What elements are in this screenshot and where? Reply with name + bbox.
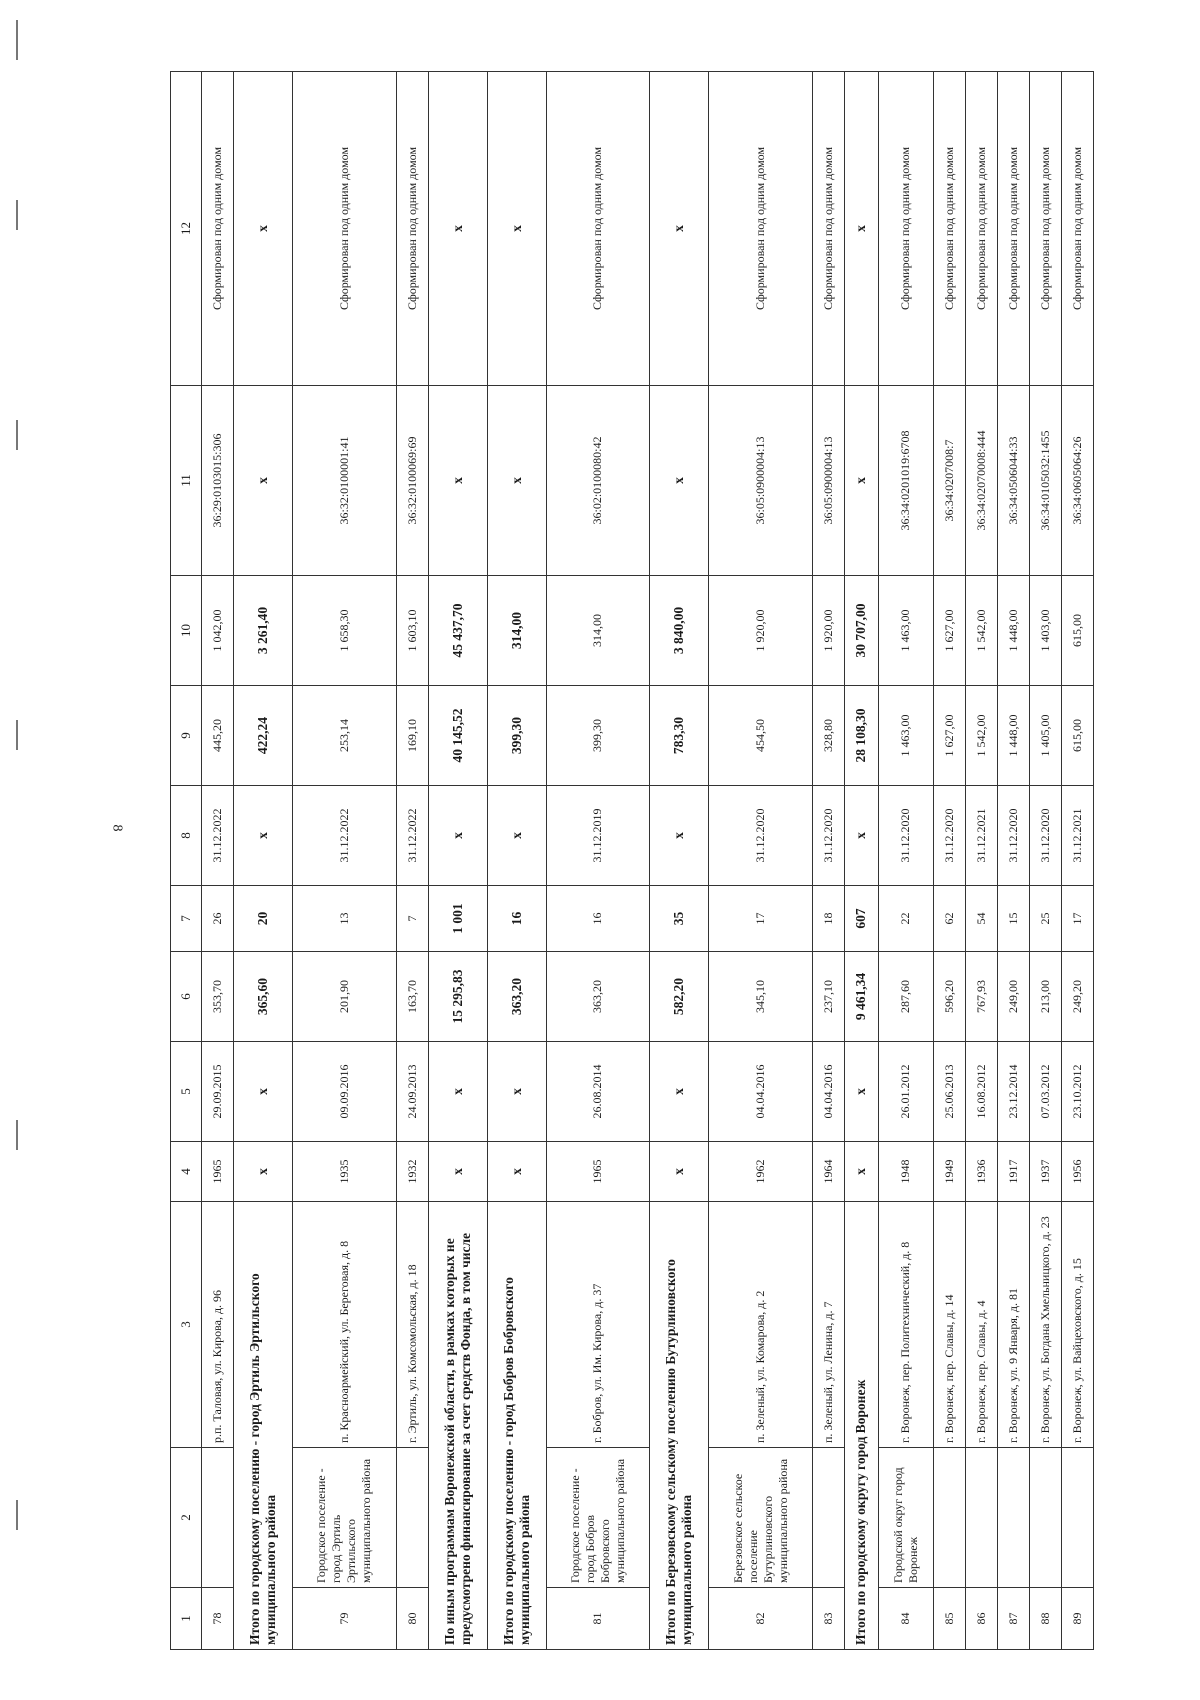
table-cell: 36:32:0100001:41 [292,386,396,576]
column-number-header: 1 [171,1588,202,1650]
total-row [487,72,546,1650]
table-cell: 1 920,00 [709,576,813,686]
total-cell: х [845,786,879,886]
total-cell: 399,30 [487,686,546,786]
table-cell: Городское поселение - город Бобров Бобровского муниципального района [546,1448,650,1588]
table-cell: Городской округ город Воронеж [878,1448,934,1588]
total-cell: х [845,386,879,576]
total-cell: х [650,786,709,886]
table-cell: 1935 [292,1142,396,1202]
table-cell: 31.12.2019 [546,786,650,886]
table-cell: 22 [878,886,934,952]
table-cell: 1937 [1030,1142,1062,1202]
table-cell: 79 [292,1588,396,1650]
table-cell: Сформирован под одним домом [878,72,934,386]
table-cell: 31.12.2020 [709,786,813,886]
table-cell: 1 463,00 [878,576,934,686]
column-number-header: 11 [171,386,202,576]
column-number-header: 10 [171,576,202,686]
table-cell: 1 627,00 [934,576,966,686]
table-cell: 1964 [813,1142,845,1202]
table-cell: 596,20 [934,952,966,1042]
table-row [546,72,650,1650]
table-cell: Сформирован под одним домом [396,72,428,386]
table-cell: 04.04.2016 [709,1042,813,1142]
total-cell: 35 [650,886,709,952]
total-row [233,72,292,1650]
total-cell: 20 [233,886,292,952]
table-cell: Сформирован под одним домом [1061,72,1093,386]
table-cell: 328,80 [813,686,845,786]
table-cell: 454,50 [709,686,813,786]
total-cell: 607 [845,886,879,952]
table-cell: 1948 [878,1142,934,1202]
table-cell: 615,00 [1061,686,1093,786]
column-number-header: 8 [171,786,202,886]
table-cell: 1917 [998,1142,1030,1202]
column-number-header: 5 [171,1042,202,1142]
total-label: Итого по городскому поселению - город Эртиль Эртильского муниципального района [233,1202,292,1650]
table-cell: 767,93 [966,952,998,1042]
total-cell: х [845,1042,879,1142]
table-cell: 04.04.2016 [813,1042,845,1142]
table-cell: 31.12.2022 [292,786,396,886]
scan-mark [16,420,18,450]
table-row [998,72,1030,1650]
table-cell: 16 [546,886,650,952]
table-row [292,72,396,1650]
table-cell: 1 405,00 [1030,686,1062,786]
table-cell: 25 [1030,886,1062,952]
total-row [428,72,487,1650]
table-cell: 26.08.2014 [546,1042,650,1142]
table-cell: 36:34:0201019:6708 [878,386,934,576]
table-cell: 36:34:02070008:444 [966,386,998,576]
scan-mark [16,20,18,60]
total-cell: 15 295,83 [428,952,487,1042]
table-cell: 1 403,00 [1030,576,1062,686]
scan-mark [16,1500,18,1530]
table-cell: 36:34:0207008:7 [934,386,966,576]
table-cell: 1932 [396,1142,428,1202]
table-cell: 7 [396,886,428,952]
column-number-header: 2 [171,1448,202,1588]
table-cell: 17 [1061,886,1093,952]
table-cell [934,1448,966,1588]
column-number-header: 3 [171,1202,202,1448]
table-row [202,72,234,1650]
column-number-header: 9 [171,686,202,786]
table-cell [1061,1448,1093,1588]
total-cell: х [487,1042,546,1142]
table-cell: 399,30 [546,686,650,786]
total-row [650,72,709,1650]
total-cell: х [233,386,292,576]
table-cell: 201,90 [292,952,396,1042]
table-cell: Сформирован под одним домом [546,72,650,386]
table-cell: 23.12.2014 [998,1042,1030,1142]
total-cell: 582,20 [650,952,709,1042]
table-cell: 18 [813,886,845,952]
table-cell: 36:34:0105032:1455 [1030,386,1062,576]
table-cell: п. Зеленый, ул. Комарова, д. 2 [709,1202,813,1448]
total-cell: х [428,1142,487,1202]
table-cell: 169,10 [396,686,428,786]
table-cell: 1 542,00 [966,576,998,686]
table-cell: 86 [966,1588,998,1650]
total-cell: х [487,1142,546,1202]
total-cell: х [428,786,487,886]
table-cell: 213,00 [1030,952,1062,1042]
table-cell: 26 [202,886,234,952]
table-cell: 26.01.2012 [878,1042,934,1142]
total-cell: 9 461,34 [845,952,879,1042]
table-row [878,72,934,1650]
table-cell: Сформирован под одним домом [998,72,1030,386]
total-cell: 314,00 [487,576,546,686]
total-cell: х [650,386,709,576]
table-cell: г. Бобров, ул. Им. Кирова, д. 37 [546,1202,650,1448]
table-row [966,72,998,1650]
table-cell: 16.08.2012 [966,1042,998,1142]
total-cell: 28 108,30 [845,686,879,786]
total-cell: 45 437,70 [428,576,487,686]
table-cell: 31.12.2020 [934,786,966,886]
table-cell: 81 [546,1588,650,1650]
table-cell: п. Зеленый, ул. Ленина, д. 7 [813,1202,845,1448]
total-label: По иным программам Воронежской области, в рамках которых не предусмотрено финансирование за счет средств Фонда, в том числе [428,1202,487,1650]
table-row [934,72,966,1650]
table-cell: п. Красноармейский, ул. Береговая, д. 8 [292,1202,396,1448]
table-cell: Сформирован под одним домом [1030,72,1062,386]
table-cell [998,1448,1030,1588]
table-cell: г. Эртиль, ул. Комсомольская, д. 18 [396,1202,428,1448]
table-row [396,72,428,1650]
table-cell: 249,20 [1061,952,1093,1042]
scan-mark [16,200,18,230]
table-cell: 1 920,00 [813,576,845,686]
housing-table [170,71,1094,1650]
table-cell: 31.12.2022 [396,786,428,886]
table-cell: 1962 [709,1142,813,1202]
table-cell: 24.09.2013 [396,1042,428,1142]
total-cell: 3 840,00 [650,576,709,686]
table-cell: 445,20 [202,686,234,786]
table-cell: 31.12.2021 [1061,786,1093,886]
table-cell: 363,20 [546,952,650,1042]
table-cell: г. Воронеж, пер. Политехнический, д. 8 [878,1202,934,1448]
page-number: 8 [109,824,125,832]
table-cell: г. Воронеж, ул. Вайцеховского, д. 15 [1061,1202,1093,1448]
table-cell: 36:32:0100069:69 [396,386,428,576]
table-row [709,72,813,1650]
table-cell: 23.10.2012 [1061,1042,1093,1142]
table-cell: 36:05:0900004:13 [813,386,845,576]
table-cell: Сформирован под одним домом [292,72,396,386]
scan-mark [16,1120,18,1150]
table-cell: 31.12.2022 [202,786,234,886]
table-cell [966,1448,998,1588]
total-cell: х [233,72,292,386]
total-cell: х [487,72,546,386]
table-cell: 163,70 [396,952,428,1042]
table-cell: 25.06.2013 [934,1042,966,1142]
table-cell: 36:02:0100080:42 [546,386,650,576]
table-cell: 09.09.2016 [292,1042,396,1142]
total-cell: х [650,1042,709,1142]
table-cell: 62 [934,886,966,952]
total-cell: 3 261,40 [233,576,292,686]
table-cell: 78 [202,1588,234,1650]
table-cell: г. Воронеж, ул. 9 Января, д. 81 [998,1202,1030,1448]
table-cell: 237,10 [813,952,845,1042]
table-cell: 249,00 [998,952,1030,1042]
table-cell: 31.12.2020 [878,786,934,886]
table-cell: 1 658,30 [292,576,396,686]
total-cell: 40 145,52 [428,686,487,786]
table-cell: 85 [934,1588,966,1650]
table-cell: 07.03.2012 [1030,1042,1062,1142]
table-cell: 88 [1030,1588,1062,1650]
table-cell: 17 [709,886,813,952]
table-cell [396,1448,428,1588]
table-row [1061,72,1093,1650]
table-cell: 1 448,00 [998,576,1030,686]
total-cell: х [650,72,709,386]
table-cell: 36:29:0103015:306 [202,386,234,576]
table-cell: г. Воронеж, пер. Славы, д. 14 [934,1202,966,1448]
table-cell: Сформирован под одним домом [813,72,845,386]
table-cell: 15 [998,886,1030,952]
table-cell: 615,00 [1061,576,1093,686]
table-row [1030,72,1062,1650]
total-label: Итого по городскому округу город Воронеж [845,1202,879,1650]
table-cell: Сформирован под одним домом [934,72,966,386]
table-cell: 1 448,00 [998,686,1030,786]
rotated-table-wrapper [170,72,1094,1650]
total-cell: 1 001 [428,886,487,952]
total-cell: х [233,786,292,886]
table-cell [813,1448,845,1588]
table-cell: Сформирован под одним домом [966,72,998,386]
total-label: Итого по Березовскому сельскому поселению Бутурлиновского муниципального района [650,1202,709,1650]
table-cell: 1949 [934,1142,966,1202]
table-cell: 84 [878,1588,934,1650]
total-cell: х [428,386,487,576]
table-cell: 1965 [202,1142,234,1202]
table-cell: 54 [966,886,998,952]
total-cell: х [428,72,487,386]
table-cell: 1 042,00 [202,576,234,686]
total-cell: 422,24 [233,686,292,786]
table-cell: 87 [998,1588,1030,1650]
total-cell: 16 [487,886,546,952]
total-cell: х [428,1042,487,1142]
table-cell: 82 [709,1588,813,1650]
total-cell: х [233,1142,292,1202]
table-cell: 13 [292,886,396,952]
table-cell [202,1448,234,1588]
table-cell: р.п. Таловая, ул. Кирова, д. 96 [202,1202,234,1448]
column-number-header: 6 [171,952,202,1042]
table-cell: Сформирован под одним домом [202,72,234,386]
table-cell: Березовское сельское поселение Бутурлиновского муниципального района [709,1448,813,1588]
table-cell: 1936 [966,1142,998,1202]
table-cell: г. Воронеж, ул. Богдана Хмельницкого, д. 23 [1030,1202,1062,1448]
total-cell: х [650,1142,709,1202]
column-number-header: 4 [171,1142,202,1202]
table-cell: 1 627,00 [934,686,966,786]
total-cell: х [487,386,546,576]
table-cell: 89 [1061,1588,1093,1650]
total-cell: 783,30 [650,686,709,786]
table-cell: 1 542,00 [966,686,998,786]
table-cell: 1 463,00 [878,686,934,786]
table-cell: Сформирован под одним домом [709,72,813,386]
table-cell: г. Воронеж, пер. Славы, д. 4 [966,1202,998,1448]
scan-mark [16,720,18,750]
column-number-header: 7 [171,886,202,952]
total-cell: 363,20 [487,952,546,1042]
table-cell: 29.09.2015 [202,1042,234,1142]
table-cell: 1965 [546,1142,650,1202]
table-cell: 36:05:0900004:13 [709,386,813,576]
column-number-row [171,72,202,1650]
table-cell: Городское поселение - город Эртиль Эртильского муниципального района [292,1448,396,1588]
table-body [202,72,1094,1650]
total-cell: 365,60 [233,952,292,1042]
table-cell: 314,00 [546,576,650,686]
table-cell: 31.12.2020 [813,786,845,886]
table-cell: 36:34:0506044:33 [998,386,1030,576]
table-cell: 253,14 [292,686,396,786]
total-cell: х [233,1042,292,1142]
column-number-header: 12 [171,72,202,386]
total-cell: х [487,786,546,886]
total-cell: х [845,72,879,386]
total-cell: 30 707,00 [845,576,879,686]
table-cell: 36:34:0605064:26 [1061,386,1093,576]
total-label: Итого по городскому поселению - город Бобров Бобровского муниципального района [487,1202,546,1650]
table-cell: 83 [813,1588,845,1650]
table-cell: 31.12.2020 [998,786,1030,886]
table-cell: 1956 [1061,1142,1093,1202]
table-row [813,72,845,1650]
table-cell: 353,70 [202,952,234,1042]
total-row [845,72,879,1650]
total-cell: х [845,1142,879,1202]
table-cell: 1 603,10 [396,576,428,686]
table-cell [1030,1448,1062,1588]
table-cell: 287,60 [878,952,934,1042]
table-cell: 31.12.2021 [966,786,998,886]
table-cell: 80 [396,1588,428,1650]
table-cell: 31.12.2020 [1030,786,1062,886]
table-cell: 345,10 [709,952,813,1042]
